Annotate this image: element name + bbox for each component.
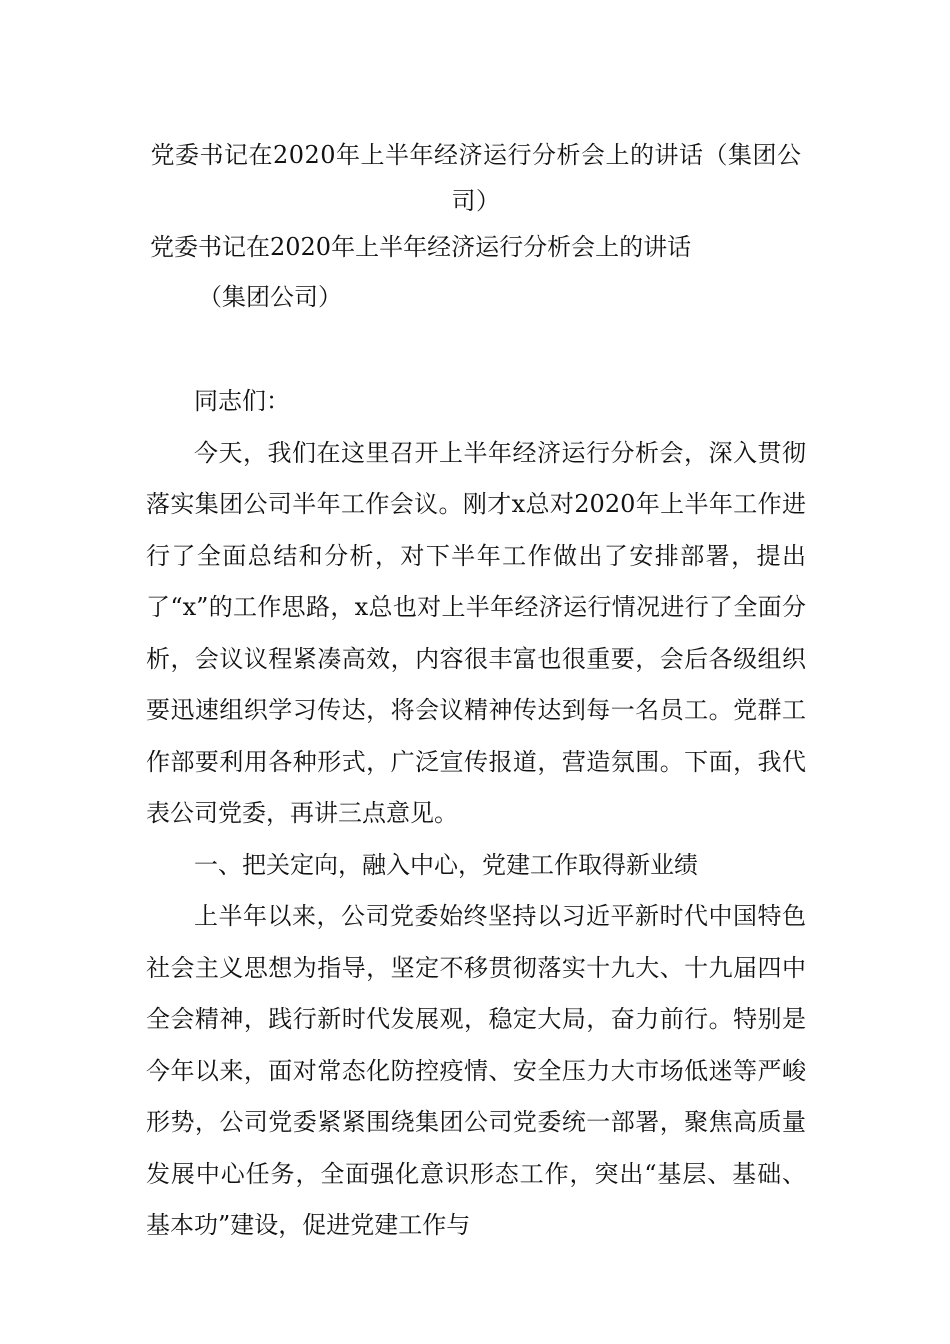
salutation: 同志们：: [194, 387, 290, 415]
document-body: [146, 376, 806, 1252]
document-subtitle-note: （集团公司）: [198, 283, 342, 311]
section-paragraph: 上半年以来，公司党委始终坚持以习近平新时代中国特色社会主义思想为指导，坚定不移贯彻落实十九大、十九届四中全会精神，践行新时代发展观，稳定大局，奋力前行。特别是今年以来，面对常态化防控疫情、安全压力大市场低迷等严峻形势，公司党委紧紧围绕集团公司党委统一部署，聚焦高质量发展中心任务，全面强化意识形态工作，突出“基层、基础、基本功”建设，促进党建工作与: [146, 902, 806, 1239]
document-subtitle: 党委书记在2020年上半年经济运行分析会上的讲话: [150, 233, 692, 261]
document-title: 党委书记在2020年上半年经济运行分析会上的讲话（集团公司）: [150, 141, 802, 215]
opening-paragraph: 今天，我们在这里召开上半年经济运行分析会，深入贯彻落实集团公司半年工作会议。刚才x总对2020年上半年工作进行了全面总结和分析，对下半年工作做出了安排部署，提出了“x”的工作思路，x总也对上半年经济运行情况进行了全面分析，会议议程紧凑高效，内容很丰富也很重要，会后各级组织要迅速组织学习传达，将会议精神传达到每一名员工。党群工作部要利用各种形式，广泛宣传报道，营造氛围。下面，我代表公司党委，再讲三点意见。: [146, 438, 806, 827]
section-heading: 一、把关定向，融入中心，党建工作取得新业绩: [194, 850, 698, 879]
